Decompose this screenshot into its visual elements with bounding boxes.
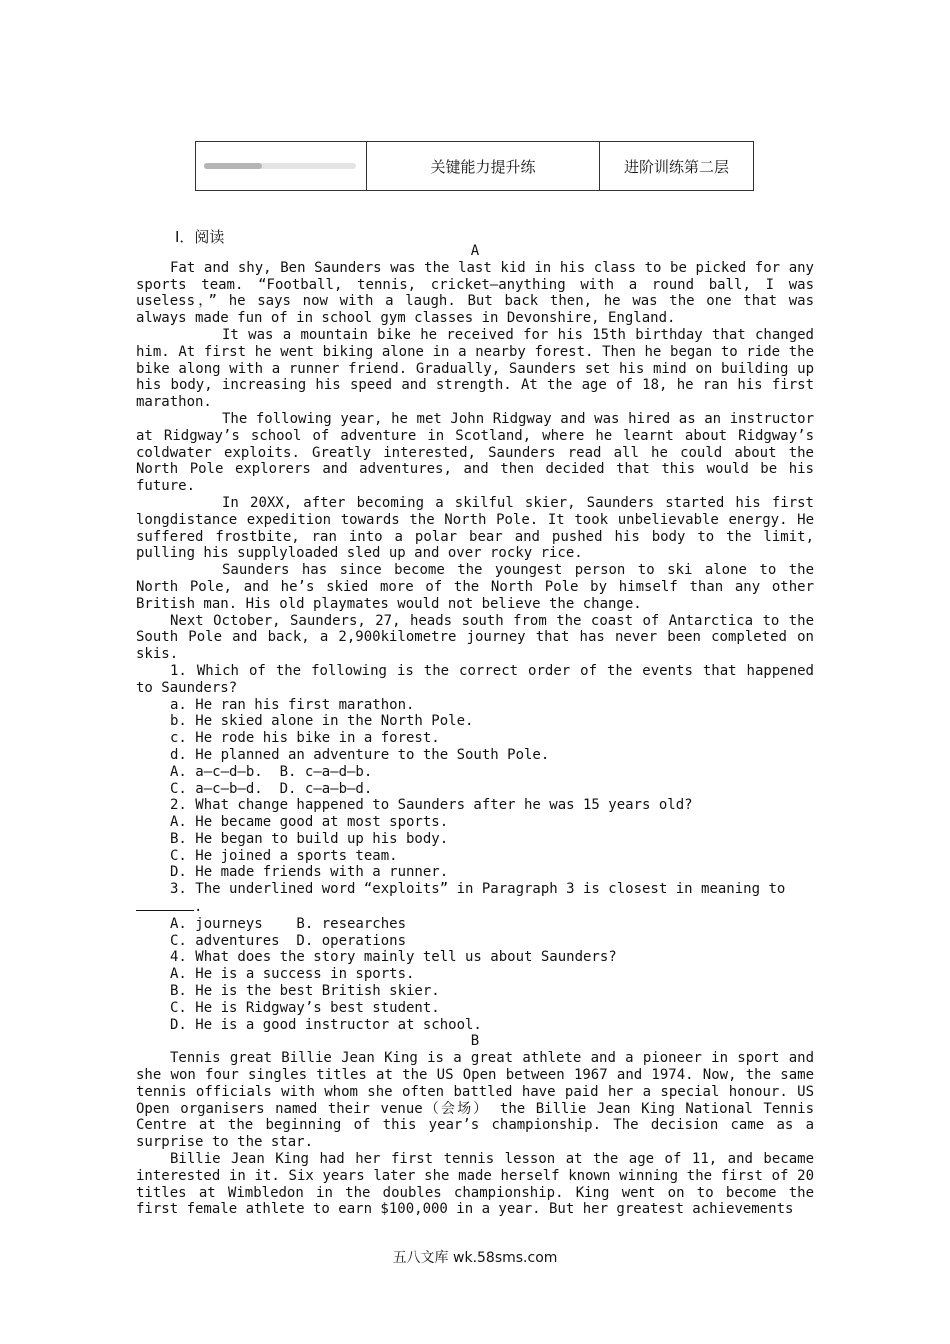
passage-a-paragraph: It was a mountain bike he received for his 15th birthday that changed him. At first he went biking alone in a nearby forest. Then he began to ride the bike along with a runner friend. Gradually, Saunders set his mind on building up his body, increasing his speed and strength. At the age of 18, he ran his first marathon. [136, 326, 814, 411]
header-table [195, 141, 754, 191]
passage-a-paragraph: The following year, he met John Ridgway and was hired as an instructor at Ridgway’s school of adventure in Scotland, where he learnt about Ridgway’s coldwater exploits. Greatly interested, Saunders read all he could about the North Pole explorers and adventures, and then decided that this would be his future. [136, 410, 814, 495]
question-line: B. He began to build up his body. [170, 830, 449, 847]
question-line: A. He is a success in sports. [170, 966, 415, 983]
question-3-text: 3. The underlined word “exploits” in Paragraph 3 is closest in meaning to [170, 881, 786, 898]
question-1: 1. Which of the following is the correct order of the events that happened to Saunders? [136, 662, 814, 696]
passage-b-label: B [470, 1033, 480, 1050]
question-line: b. He skied alone in the North Pole. [170, 713, 474, 730]
question-line: C. He is Ridgway’s best student. [170, 999, 440, 1016]
question-line: A. a—c—d—b. B. c—a—d—b. [170, 763, 373, 780]
answer-blank [136, 898, 194, 911]
passage-a-paragraph: Saunders has since become the youngest person to ski alone to the North Pole, and he’s skied more of the North Pole by himself than any other British man. His old playmates would not believe the change. [136, 562, 814, 612]
question-line: B. He is the best British skier. [170, 983, 440, 1000]
question-3 [136, 881, 814, 898]
question-line: d. He planned an adventure to the South Pole. [170, 746, 550, 763]
question-line: C. a—c—b—d. D. c—a—b—d. [170, 780, 373, 797]
passage-b-paragraph: Billie Jean King had her first tennis lesson at the age of 11, and became interested in it. Six years later she made herself known winning the first of 20 titles at Wimbledon in the doubles championship. King went on to become the first female athlete to earn $100,000 in a year. But her greatest achievements [136, 1151, 814, 1218]
question-3-tail: . [194, 899, 203, 916]
question-line: A. He became good at most sports. [170, 814, 449, 831]
passage-a-paragraph: In 20XX, after becoming a skilful skier, Saunders started his first longdistance expedition towards the North Pole. It took unbelievable energy. He suffered frostbite, ran into a polar bear and pushed his body to the limit, pulling his supplyloaded sled up and over rocky rice. [136, 494, 814, 562]
question-line: D. He is a good instructor at school. [170, 1016, 482, 1033]
question-line: C. adventures D. operations [170, 932, 407, 949]
header-cell-title: 关键能力提升练 [367, 142, 600, 190]
progress-fill [204, 163, 262, 169]
section-title: I．阅读 [175, 228, 225, 246]
footer-watermark: 五八文库 wk.58sms.com [392, 1250, 558, 1266]
progress-cell [196, 142, 367, 190]
question-line: 4. What does the story mainly tell us about Saunders? [170, 949, 617, 966]
header-cell-level: 进阶训练第二层 [623, 157, 729, 176]
question-line: a. He ran his first marathon. [170, 696, 415, 713]
question-line: 2. What change happened to Saunders after he was 15 years old? [170, 797, 693, 814]
question-line: A. journeys B. researches [170, 915, 407, 932]
question-line: C. He joined a sports team. [170, 847, 398, 864]
passage-b-paragraph: Tennis great Billie Jean King is a great athlete and a pioneer in sport and she won four singles titles at the US Open between 1967 and 1974. Now, the same tennis officials with whom she often battled have paid her a special honour. US Open organisers named their venue（会场） the Billie Jean King National Tennis Centre at the beginning of this year’s championship. The decision came as a surprise to the star. [136, 1050, 814, 1151]
passage-a-paragraph: Fat and shy, Ben Saunders was the last kid in his class to be picked for any sports team. “Football, tennis, cricket—anything with a round ball, I was useless，” he says now with a laugh. But back then, he was the one that was always made fun of in school gym classes in Devonshire, England. [136, 259, 814, 327]
question-line: c. He rode his bike in a forest. [170, 730, 440, 747]
passage-a-paragraph: Next October, Saunders, 27, heads south from the coast of Antarctica to the South Pole and back, a 2,900kilometre journey that has never been completed on skis. [136, 612, 814, 663]
question-3-blank-line [136, 898, 814, 916]
document-body [136, 243, 814, 1218]
progress-bar [204, 163, 356, 169]
passage-a-label: A [470, 243, 480, 259]
question-line: D. He made friends with a runner. [170, 864, 449, 881]
